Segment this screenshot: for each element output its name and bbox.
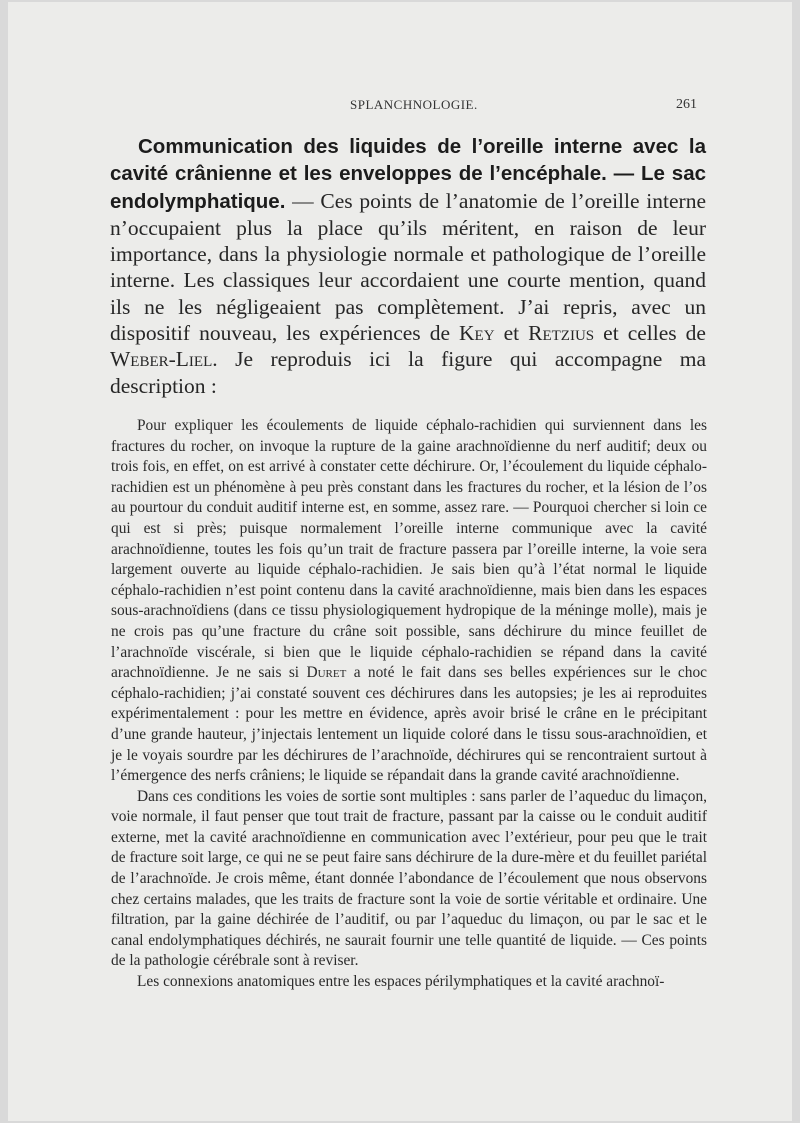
page-number: 261: [676, 97, 697, 112]
author-name-key: Key: [459, 321, 495, 346]
paragraph-text: et: [494, 321, 529, 346]
document-page: [8, 2, 792, 1121]
small-paragraph: [111, 416, 707, 787]
small-paragraph: Dans ces conditions les voies de sortie sont multiples : sans parler de l’aqueduc du limaçon, voie normale, il faut penser que tout trait de fracture, passant par la caisse ou le conduit auditif externe, met la cavité arachnoïdienne en communication avec l’extérieur, pour peu que le trait de fracture soit large, ce qui ne se peut faire sans déchirure de la dure-mère et du feuillet pariétal de l’arachnoïde. Je crois même, étant donnée l’abondance de l’écoulement que nous observons chez certains malades, que les traits de fracture sont la voie de sortie véritable et ordinaire. Une filtration, par la gaine déchirée de l’auditif, ou par l’aqueduc du limaçon, ou par le sac et le canal endolymphatiques déchirés, ne saurait fournir une telle quantité de liquide. — Ces points de la pathologie cérébrale sont à reviser.: [111, 787, 707, 970]
author-name-duret: Duret: [306, 664, 347, 682]
small-paragraph: Les connexions anatomiques entre les espaces périlymphatiques et la cavité arachnoï-: [137, 973, 665, 991]
paragraph-text: . Je reproduis ici la figure qui accompagne ma description :: [110, 347, 706, 398]
section-title: Communication des liquides de l’oreille interne avec la cavité crânienne et les enveloppes de l’encéphale. — Le sac endolymphatique.: [110, 135, 706, 213]
paragraph-text: a noté le fait dans ses belles expériences sur le choc céphalo-rachidien; j’ai constaté souvent ces déchirures dans les autopsies; je les ai reproduites expérimentalement : pour les mettre en évidence, après avoir brisé le crâne en le précipitant d’une grande hauteur, j’injectais lentement un liquide coloré dans le tissu sous-arachnoïdien, et je le voyais sourdre par les déchirures de l’arachnoïde, déchirures qui se rencontraient surtout à l’émergence des nerfs crâniens; le liquide se répandait dans la grande cavité arachnoïdienne.: [111, 664, 707, 785]
section-paragraph: [110, 133, 706, 399]
paragraph-text: — Ces points de l’anatomie de l’oreille interne n’occupaient plus la place qu’ils méritent, en raison de leur importance, dans la physiologie normale et pathologique de l’oreille interne. Les classiques leur accordaient une courte mention, quand ils ne les négligeaient pas complètement. J’ai repris, avec un dispositif nouveau, les expériences de: [110, 188, 706, 346]
paragraph-text: Pour expliquer les écoulements de liquide céphalo-rachidien qui surviennent dans les fractures du rocher, on invoque la rupture de la gaine arachnoïdienne du nerf auditif; deux ou trois fois, en effet, on est arrivé à constater cette déchirure. Or, l’écoulement du liquide céphalo-rachidien est un phénomène à peu près constant dans les fractures du rocher, et la lésion de l’os au pourtour du conduit auditif interne est, en somme, assez rare. — Pourquoi chercher si loin ce qui est si près; puisque normalement l’oreille interne communique avec la cavité arachnoïdienne, toutes les fois qu’un trait de fracture passera par l’oreille interne, la voie sera largement ouverte au liquide céphalo-rachidien. Je sais bien qu’à l’état normal le liquide céphalo-rachidien n’est point contenu dans la cavité arachnoïdienne, mais bien dans les espaces sous-arachnoïdiens (dans ce tissu physiologiquement hydropique de la méninge molle), mais je ne crois pas qu’une fracture du crâne soit possible, sans déchirure du mince feuillet de l’arachnoïde viscérale, si bien que le liquide céphalo-rachidien se répand dans la cavité arachnoïdienne. Je ne sais si: [111, 417, 707, 682]
author-name-weber-liel: Weber-Liel: [110, 347, 213, 372]
paragraph-text: et celles de: [594, 321, 706, 346]
running-head: SPLANCHNOLOGIE.: [350, 97, 478, 112]
page-header: [8, 97, 792, 117]
author-name-retzius: Retzius: [528, 321, 595, 346]
small-print-text: [111, 416, 707, 993]
